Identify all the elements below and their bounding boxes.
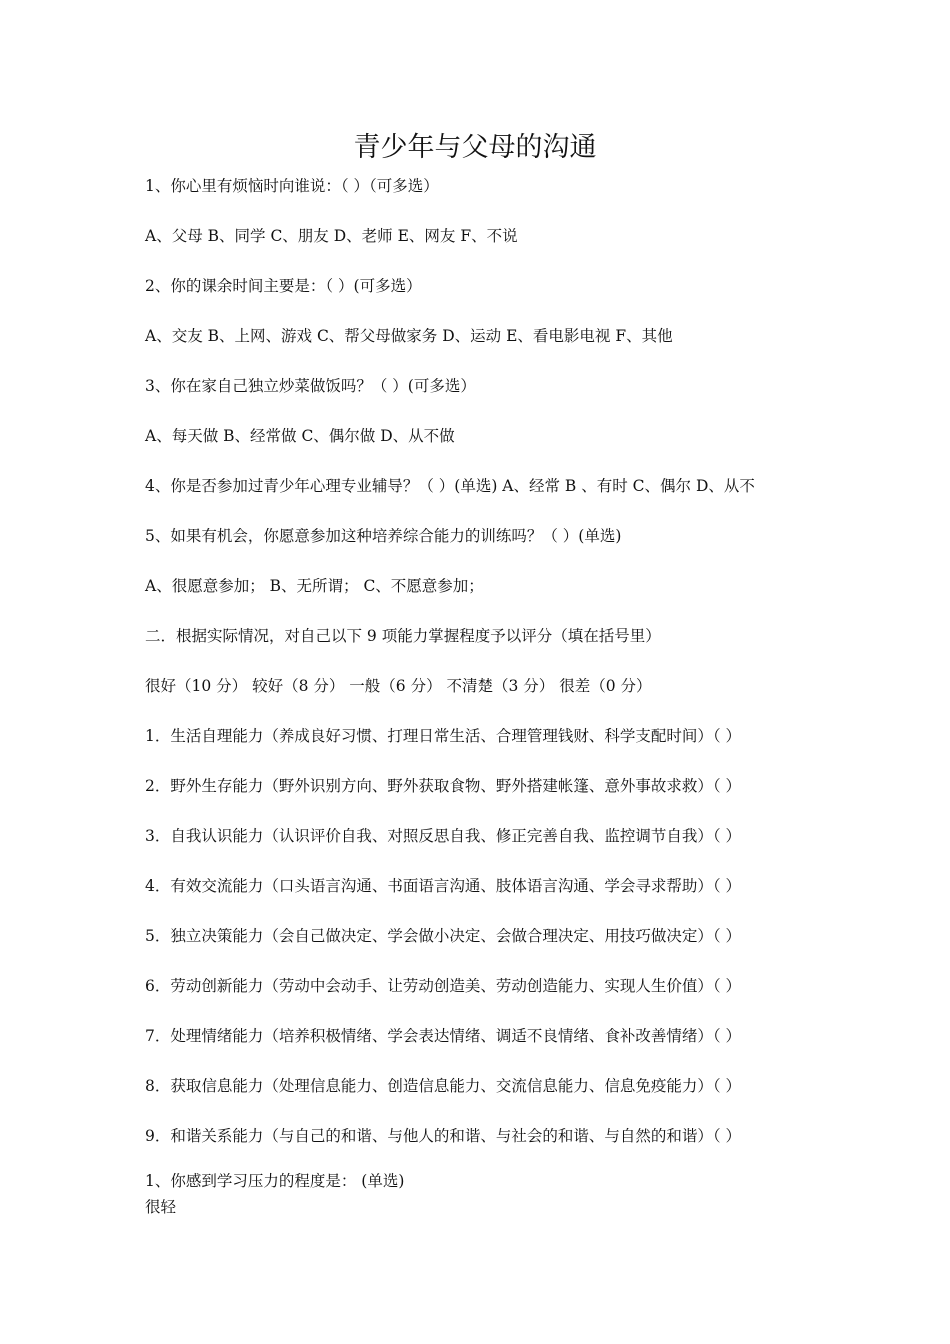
questionnaire-body <box>145 172 825 1172</box>
pressure-option: 很轻 <box>145 1198 177 1216</box>
question-5: 5、如果有机会，你愿意参加这种培养综合能力的训练吗？（ ）(单选) <box>145 527 622 545</box>
ability-item: 4．有效交流能力（口头语言沟通、书面语言沟通、肢体语言沟通、学会寻求帮助）（ ） <box>145 877 742 895</box>
question-3-options: A、每天做 B、经常做 C、偶尔做 D、从不做 <box>145 427 455 445</box>
question-4: 4、你是否参加过青少年心理专业辅导？（ ）(单选) A、经常 B 、有时 C、偶尔 D、从不 <box>145 477 755 495</box>
question-2: 2、你的课余时间主要是：（ ）(可多选） <box>145 277 422 295</box>
ability-item: 5．独立决策能力（会自己做决定、学会做小决定、会做合理决定、用技巧做决定）（ ） <box>145 927 742 945</box>
section-two-heading: 二．根据实际情况，对自己以下 9 项能力掌握程度予以评分（填在括号里） <box>145 627 661 645</box>
ability-item: 7．处理情绪能力（培养积极情绪、学会表达情绪、调适不良情绪、食补改善情绪）（ ） <box>145 1027 742 1045</box>
rating-scale: 很好（10 分） 较好（8 分） 一般（6 分） 不清楚（3 分） 很差（0 分） <box>145 677 652 695</box>
pressure-question: 1、你感到学习压力的程度是： (单选) <box>145 1172 405 1190</box>
question-1-options: A、父母 B、同学 C、朋友 D、老师 E、网友 F、不说 <box>145 227 518 245</box>
page-title: 青少年与父母的沟通 <box>353 132 597 163</box>
question-5-options: A、很愿意参加； B、无所谓； C、不愿意参加； <box>145 577 484 595</box>
ability-item: 3．自我认识能力（认识评价自我、对照反思自我、修正完善自我、监控调节自我）（ ） <box>145 827 742 845</box>
ability-item: 8．获取信息能力（处理信息能力、创造信息能力、交流信息能力、信息免疫能力）（ ） <box>145 1077 742 1095</box>
ability-item: 6．劳动创新能力（劳动中会动手、让劳动创造美、劳动创造能力、实现人生价值）（ ） <box>145 977 742 995</box>
question-1: 1、你心里有烦恼时向谁说：（ ）（可多选） <box>145 177 439 195</box>
ability-item: 1．生活自理能力（养成良好习惯、打理日常生活、合理管理钱财、科学支配时间）（ ） <box>145 727 742 745</box>
ability-item: 9．和谐关系能力（与自己的和谐、与他人的和谐、与社会的和谐、与自然的和谐）（ ） <box>145 1127 742 1145</box>
trailing-question <box>145 1167 404 1219</box>
ability-item: 2．野外生存能力（野外识别方向、野外获取食物、野外搭建帐篷、意外事故求救）（ ） <box>145 777 742 795</box>
question-3: 3、你在家自己独立炒菜做饭吗？（ ）(可多选） <box>145 377 476 395</box>
question-2-options: A、交友 B、上网、游戏 C、帮父母做家务 D、运动 E、看电影电视 F、其他 <box>145 327 673 345</box>
